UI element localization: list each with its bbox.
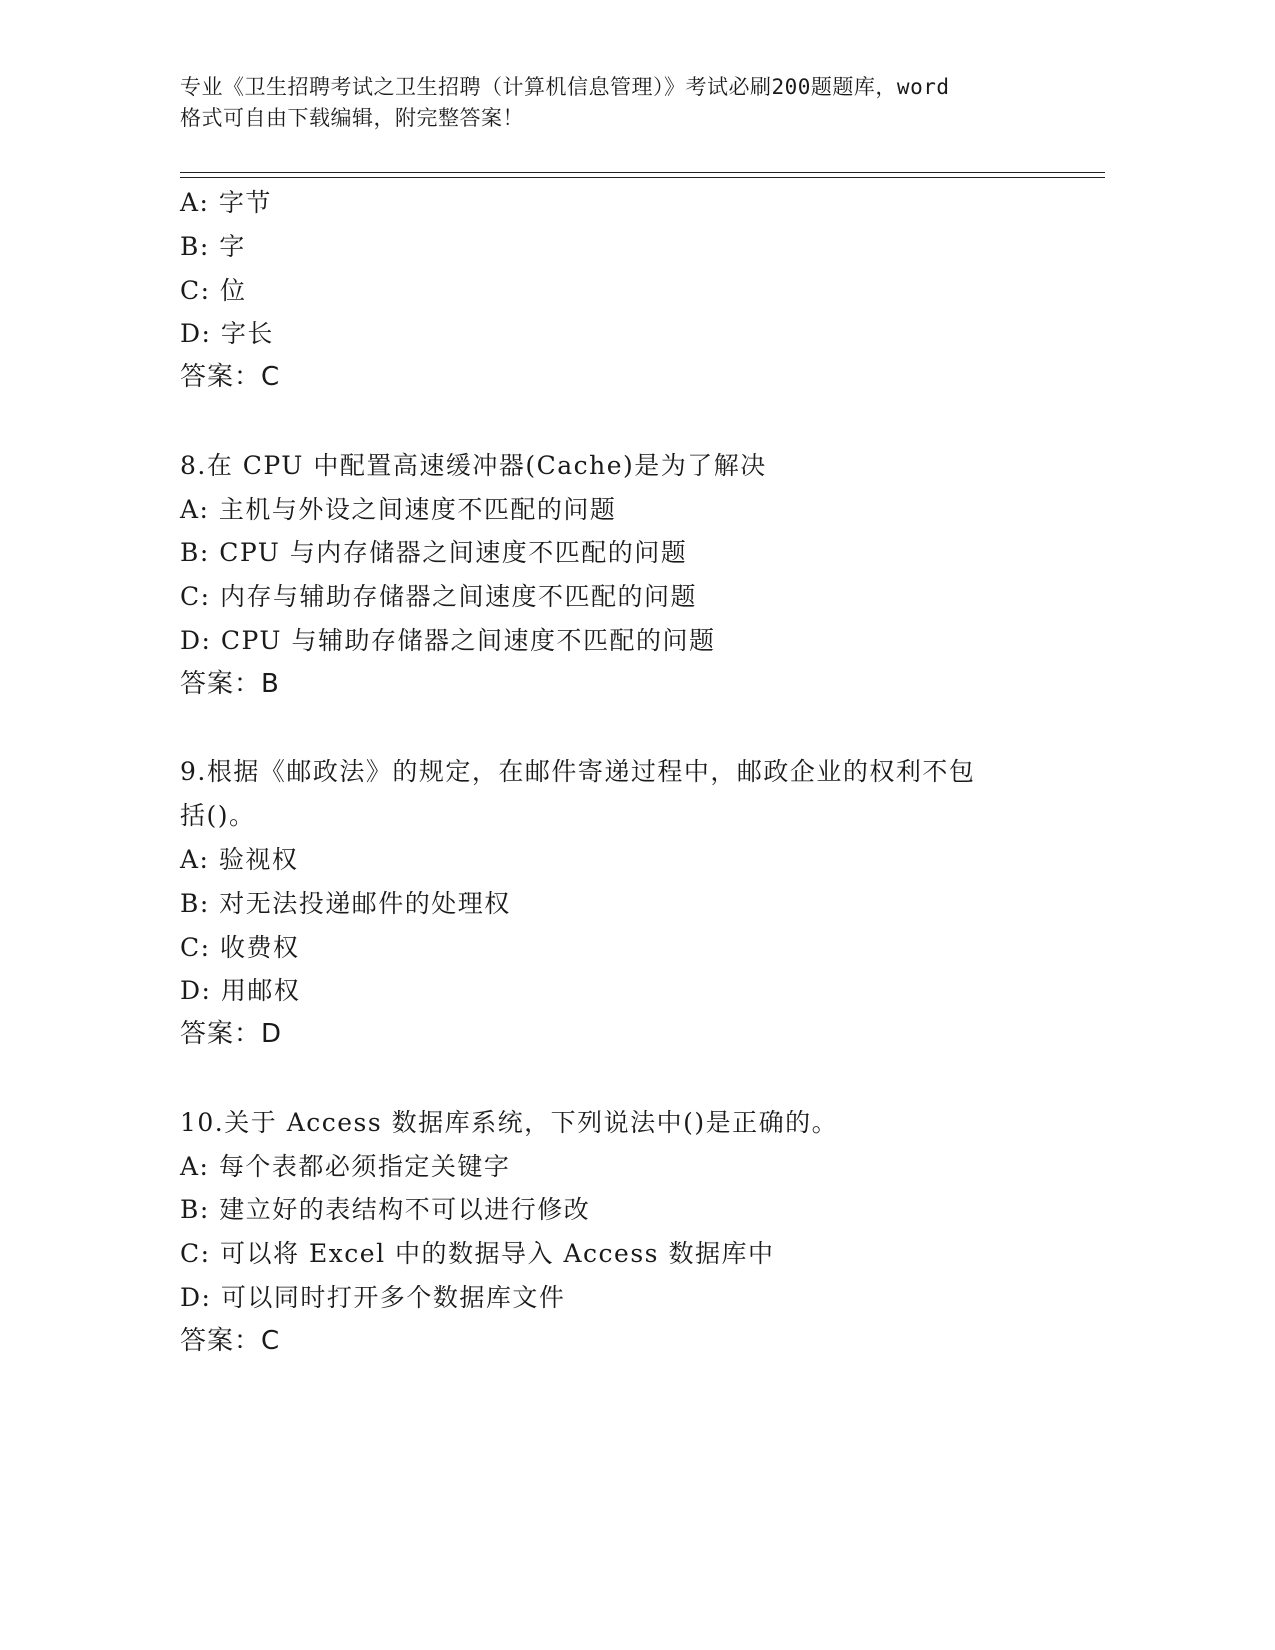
question-10 [180,1101,1080,1364]
option-c: C: 位 [180,275,247,305]
header-divider-top [180,172,1105,173]
spacer [180,1057,1080,1101]
option-c: C: 内存与辅助存储器之间速度不匹配的问题 [180,582,697,612]
header-line-1: 专业《卫生招聘考试之卫生招聘（计算机信息管理）》考试必刷200题题库，word [180,75,950,99]
option-d: D: 用邮权 [180,976,301,1006]
option-a: A: 每个表都必须指定关键字 [180,1151,511,1181]
question-8 [180,444,1080,707]
option-b: B: 对无法投递邮件的处理权 [180,888,511,918]
question-9 [180,750,1080,1057]
option-c: C: 可以将 Excel 中的数据导入 Access 数据库中 [180,1239,775,1269]
question-text-line-2: 括()。 [180,801,256,831]
option-b: B: 建立好的表结构不可以进行修改 [180,1195,591,1225]
question-7 [180,181,1080,400]
spacer [180,707,1080,751]
answer: 答案：C [180,362,281,393]
answer: 答案：C [180,1325,281,1356]
option-a: A: 主机与外设之间速度不匹配的问题 [180,494,617,524]
question-list [180,181,1080,1364]
option-b: B: CPU 与内存储器之间速度不匹配的问题 [180,538,688,568]
option-d: D: 可以同时打开多个数据库文件 [180,1282,566,1312]
option-a: A: 验视权 [180,844,299,874]
answer: 答案：D [180,1019,283,1050]
answer: 答案：B [180,668,280,699]
header-divider-bottom [180,177,1105,178]
option-d: D: CPU 与辅助存储器之间速度不匹配的问题 [180,625,716,655]
option-b: B: 字 [180,231,246,261]
option-c: C: 收费权 [180,932,300,962]
document-header [180,72,1060,134]
header-line-2: 格式可自由下载编辑，附完整答案！ [180,106,524,130]
question-text-line-1: 9.根据《邮政法》的规定，在邮件寄递过程中，邮政企业的权利不包 [180,757,976,787]
question-text: 8.在 CPU 中配置高速缓冲器(Cache)是为了解决 [180,450,767,480]
spacer [180,400,1080,444]
option-a: A: 字节 [180,188,272,217]
question-text: 10.关于 Access 数据库系统，下列说法中()是正确的。 [180,1107,839,1137]
option-d: D: 字长 [180,319,274,349]
